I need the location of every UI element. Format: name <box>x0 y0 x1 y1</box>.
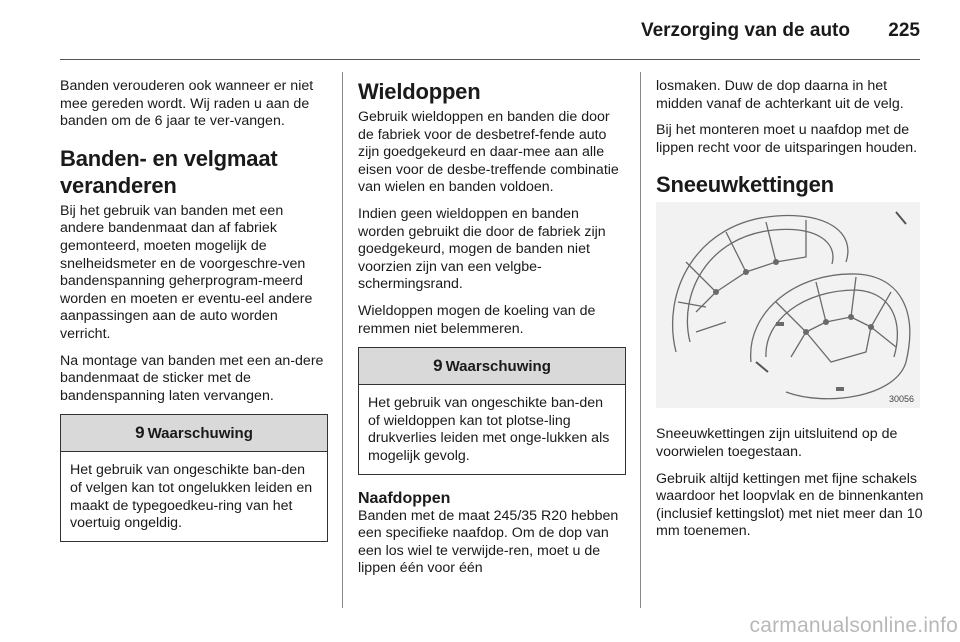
column-3 <box>656 78 924 550</box>
watermark-text: carmanualsonline.info <box>749 614 958 637</box>
warning-body <box>359 385 625 473</box>
column-2 <box>358 78 626 587</box>
warning-text: Het gebruik van ongeschikte ban-den of wieldoppen kan tot plotse-ling drukverlies leiden met onge-lukken als mogelijk gevolg. <box>368 395 610 464</box>
warning-box <box>358 347 626 474</box>
page-number: 225 <box>888 20 920 41</box>
paragraph: Bij het monteren moet u naafdop met de lippen recht voor de uitsparingen houden. <box>656 122 918 156</box>
section-heading-sneeuwkettingen: Sneeuwkettingen <box>656 172 834 198</box>
paragraph: Gebruik altijd kettingen met fijne schakels waardoor het loopvlak en de binnenkanten (inclusief kettingslot) met niet meer dan 10 mm toenemen. <box>656 470 924 540</box>
snow-chain-illustration <box>656 202 920 408</box>
snow-chain-drawing <box>656 202 920 408</box>
header-divider <box>60 59 920 60</box>
warning-body <box>61 452 327 540</box>
warning-icon: 9 <box>135 423 145 443</box>
column-1 <box>60 78 328 552</box>
paragraph: Na montage van banden met een an-dere bandenmaat de sticker met de bandenspanning laten vervangen. <box>60 352 324 404</box>
warning-title: Waarschuwing <box>445 357 551 375</box>
intro-paragraph: Banden verouderen ook wanneer er niet mee gereden wordt. Wij raden u aan de banden om de 6 jaar te ver-vangen. <box>60 78 314 130</box>
paragraph: losmaken. Duw de dop daarna in het midden vanaf de achterkant uit de velg. <box>656 78 904 112</box>
paragraph: Bij het gebruik van banden met een andere bandenmaat dan af fabriek gemonteerd, moeten mogelijk de snelheidsmeter en de voorgeschre-ven bandenspanning geherprogram-meerd worden en moeten er eventu-eel andere aanpassingen aan de auto worden verricht. <box>60 202 313 342</box>
section-heading-banden-velgmaat: Banden- en velgmaat veranderen <box>60 145 278 198</box>
subheading-naafdoppen: Naafdoppen <box>358 489 451 507</box>
warning-icon: 9 <box>433 356 443 376</box>
paragraph: Sneeuwkettingen zijn uitsluitend op de voorwielen toegestaan. <box>656 426 898 460</box>
column-divider-1 <box>342 72 343 608</box>
running-header-title: Verzorging van de auto <box>640 20 850 41</box>
paragraph: Indien geen wieldoppen en banden worden gebruikt die door de fabriek zijn goedgekeurd, mogen de banden niet voorzien zijn van een velgbe-schermingsrand. <box>358 205 606 293</box>
warning-text: Het gebruik van ongeschikte ban-den of velgen kan tot ongelukken leiden en maakt de typegoedkeu-ring van het voertuig ongeldig. <box>70 462 313 532</box>
column-divider-2 <box>640 72 641 608</box>
warning-header <box>359 348 625 385</box>
figure-number: 30056 <box>888 394 914 405</box>
paragraph: Banden met de maat 245/35 R20 hebben een specifieke naafdop. Om de dop van een los wiel te verwijde-ren, moet u de lippen één voor één <box>358 507 619 577</box>
paragraph: Wieldoppen mogen de koeling van de remmen niet belemmeren. <box>358 302 596 337</box>
section-heading-wieldoppen: Wieldoppen <box>358 79 481 104</box>
warning-header <box>61 415 327 452</box>
paragraph: Gebruik wieldoppen en banden die door de fabriek voor de desbetref-fende auto zijn goedgekeurd en daar-mee aan alle eisen voor de desbe-treffende combinatie van wielen en banden voldoen. <box>358 109 619 196</box>
warning-box <box>60 414 328 541</box>
warning-title: Waarschuwing <box>147 424 253 442</box>
